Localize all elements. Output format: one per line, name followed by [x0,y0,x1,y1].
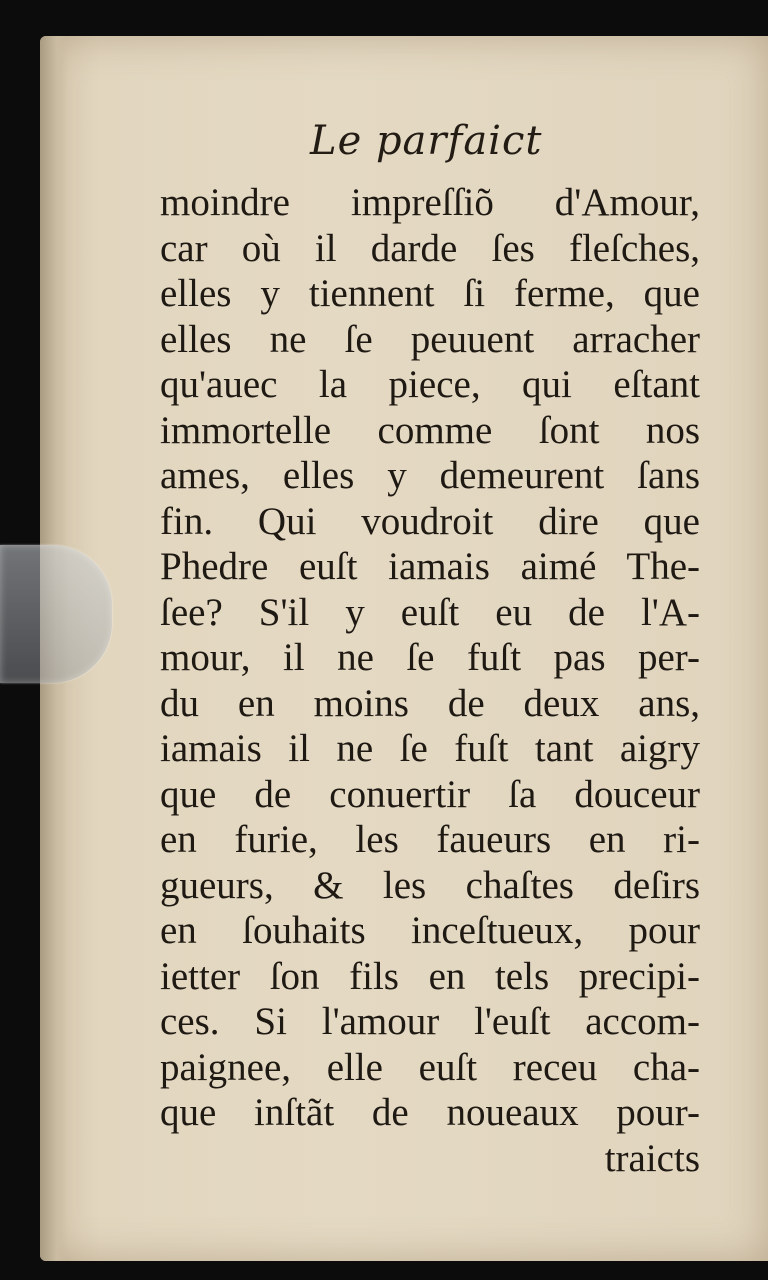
text-line: elles y tiennent ſi ferme, que [160,272,700,315]
running-head: Le parfaict [310,118,543,164]
catchword: traicts [604,1136,700,1180]
text-line: Phedre euſt iamais aimé The- [160,545,700,588]
text-line: en ſouhaits inceſtueux, pour [160,909,700,952]
text-line: ietter ſon fils en tels precipi- [160,954,700,998]
text-line: moindre impreſſiõ d'Amour, [160,181,700,224]
text-line: que de conuertir ſa douceur [160,772,700,816]
text-line: immortelle comme ſont nos [160,408,700,452]
page-holder-clip [0,545,112,683]
text-line: paignee, elle euſt receu cha- [160,1045,700,1089]
text-line: gueurs, & les chaſtes deſirs [160,863,700,907]
text-line: fin. Qui voudroit dire que [160,499,700,543]
text-line: ſee? S'il y euſt eu de l'A- [160,590,700,634]
body-text [160,180,700,1181]
text-line: du en moins de deux ans, [160,681,700,725]
text-line: ces. Si l'amour l'euſt accom- [160,1000,700,1043]
text-line: iamais il ne ſe fuſt tant aigry [160,727,700,770]
text-line: mour, il ne ſe fuſt pas per- [160,636,700,679]
text-line: car où il darde ſes fleſches, [160,226,700,270]
text-line: elles ne ſe peuuent arracher [160,317,700,361]
text-line: que inſtãt de noueaux pour- [160,1091,700,1134]
text-line: en furie, les faueurs en ri- [160,818,700,861]
text-line: qu'auec la piece, qui eſtant [160,363,700,406]
text-line: ames, elles y demeurent ſans [160,454,700,497]
